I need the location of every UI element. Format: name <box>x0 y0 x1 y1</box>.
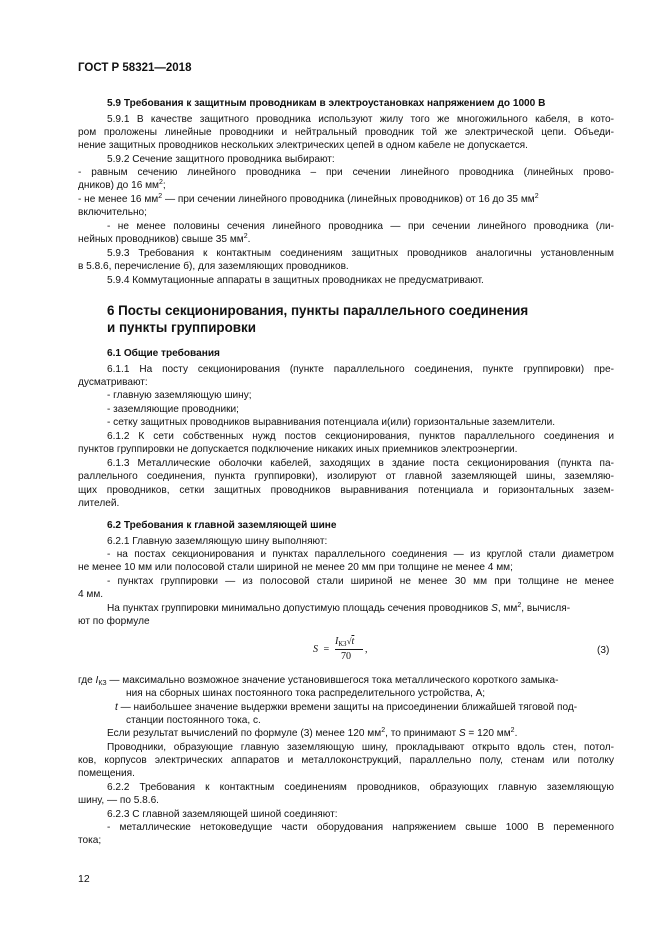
list-item: - металлические нетоковедущие части оборудования напряжением свыше 1000 В переменного <box>107 822 614 833</box>
subsection-heading-6-2: 6.2 Требования к главной заземляющей шине <box>107 520 337 531</box>
paragraph-5-9-2: 5.9.2 Сечение защитного проводника выбирают: <box>107 154 335 165</box>
page-number: 12 <box>78 873 90 885</box>
list-item: - сетку защитных проводников выравнивания потенциала и(или) горизонтальные заземлители. <box>107 417 556 428</box>
bullet-line: - равным сечению линейного проводника – при сечении линейного проводника (линейных прово- <box>78 167 614 178</box>
bullet-line: нейных проводников) свыше 35 $мм^2$. <box>78 233 251 245</box>
section-heading-5-9: 5.9 Требования к защитным проводникам в электроустановках напряжением до 1000 В <box>107 98 546 109</box>
where-line2: ния на сборных шинах постоянного тока распределительного устройства, А; <box>126 688 486 699</box>
paragraph-5-9-1-line3: нение защитных проводников нескольких электрических цепей в одном кабеле не допускается. <box>78 140 528 151</box>
bullet-line: - не менее половины сечения линейного проводника — при сечении линейного проводника (ли- <box>107 221 614 232</box>
formula-lhs: S <box>313 644 319 655</box>
paragraph-5-9-4: 5.9.4 Коммутационные аппараты в защитных проводниках не предусматривают. <box>107 275 484 286</box>
where-t-line2: станции постоянного тока, с. <box>126 715 261 726</box>
formula-denominator: 70 <box>341 651 352 662</box>
paragraph-5-9-1-line2: ром проложены линейные проводники и нейтральный проводник той же электрической цепи. Объеди- <box>78 127 614 138</box>
paragraph-6-1-1-line1: 6.1.1 На посту секционирования (пункте параллельного соединения, пункте группировки) пре- <box>107 364 614 375</box>
formula-intro-line1: На пунктах группировки минимально допустимую площадь сечения проводников S, $мм^2$, вычисля- <box>107 602 571 614</box>
conductors-line2: ков, корпусов электрических аппаратов и металлоконструкций, параллельно полу, стенам или потолку <box>78 755 614 766</box>
bullet-line: включительно; <box>78 207 147 218</box>
list-item: - главную заземляющую шину; <box>107 390 252 401</box>
formula-numerator: $I_{КЗ}√t$ <box>335 636 355 648</box>
paragraph-6-1-1-line2: дусматривают: <box>78 377 148 388</box>
paragraph-6-2-2-line1: 6.2.2 Требования к контактным соединениям проводников, образующих главную заземляющую <box>107 782 614 793</box>
document-header: ГОСТ Р 58321—2018 <box>78 62 192 74</box>
where-line1: где $I_{КЗ}$ — максимально возможное значение установившегося тока металлического короткого замыка- <box>78 675 559 687</box>
conductors-line3: помещения. <box>78 768 135 779</box>
list-item: - пунктах группировки — из полосовой стали шириной не менее 30 мм при толщине не менее <box>107 576 614 587</box>
bullet-line: дников) до 16 $мм^2$; <box>78 179 166 191</box>
subsection-heading-6-1: 6.1 Общие требования <box>107 348 220 359</box>
paragraph-6-1-2-line2: пунктов группировки не допускается подключение никаких иных приемников электроэнергии. <box>78 444 518 455</box>
paragraph-6-1-3-line4: лителей. <box>78 498 120 509</box>
list-item: тока; <box>78 835 102 846</box>
paragraph-6-2-1: 6.2.1 Главную заземляющую шину выполняют: <box>107 536 328 547</box>
if-result-line: Если результат вычислений по формуле (3) менее 120 $мм^2$, то принимают S = 120 $мм^2$. <box>107 727 518 739</box>
where-t-line1: t — наибольшее значение выдержки времени защиты на присоединении ближайшей тяговой под- <box>115 702 578 713</box>
formula-comma: , <box>365 644 368 655</box>
paragraph-5-9-3-line1: 5.9.3 Требования к контактным соединениям защитных проводников аналогичны установленным <box>107 248 614 259</box>
list-item: не менее 10 мм или полосовой стали шириной не менее 20 мм при толщине не менее 4 мм; <box>78 562 513 573</box>
section-heading-6-line2: и пункты группировки <box>107 320 256 335</box>
paragraph-5-9-1-line1: 5.9.1 В качестве защитного проводника используют жилу того же многожильного кабеля, в кото- <box>107 114 614 125</box>
paragraph-6-1-3-line2: раллельного соединения, пункта группировки), изолируют от главной заземляющей шины, заземляю- <box>78 471 614 482</box>
list-item: - заземляющие проводники; <box>107 404 239 415</box>
list-item: 4 мм. <box>78 589 104 600</box>
conductors-line1: Проводники, образующие главную заземляющую шину, прокладывают открыто вдоль стен, потол- <box>107 742 614 753</box>
section-heading-6-line1: 6 Посты секционирования, пункты параллельного соединения <box>107 303 529 318</box>
formula-intro-line2: ют по формуле <box>78 616 150 627</box>
formula-equals: = <box>321 644 332 655</box>
paragraph-6-2-2-line2: шину, — по 5.8.6. <box>78 795 159 806</box>
bullet-line: - не менее 16 $мм^2$ — при сечении линейного проводника (линейных проводников) от 16 до 35 $мм^2$ <box>78 193 539 205</box>
paragraph-5-9-3-line2: в 5.8.6, перечисление б), для заземляющих проводников. <box>78 261 349 272</box>
paragraph-6-1-3-line1: 6.1.3 Металлические оболочки кабелей, заходящих в здание поста секционирования (пункта па- <box>107 458 614 469</box>
paragraph-6-2-3: 6.2.3 С главной заземляющей шиной соединяют: <box>107 809 338 820</box>
fraction-bar <box>335 649 363 650</box>
list-item: - на постах секционирования и пунктах параллельного соединения — из круглой стали диаметром <box>107 549 614 560</box>
paragraph-6-1-3-line3: щих проводников, сетки защитных проводников выравнивания потенциала и горизонтальных зазем- <box>78 485 614 496</box>
paragraph-6-1-2-line1: 6.1.2 К сети собственных нужд постов секционирования, пунктов параллельного соединения и <box>107 431 614 442</box>
formula-number: (3) <box>597 645 610 656</box>
